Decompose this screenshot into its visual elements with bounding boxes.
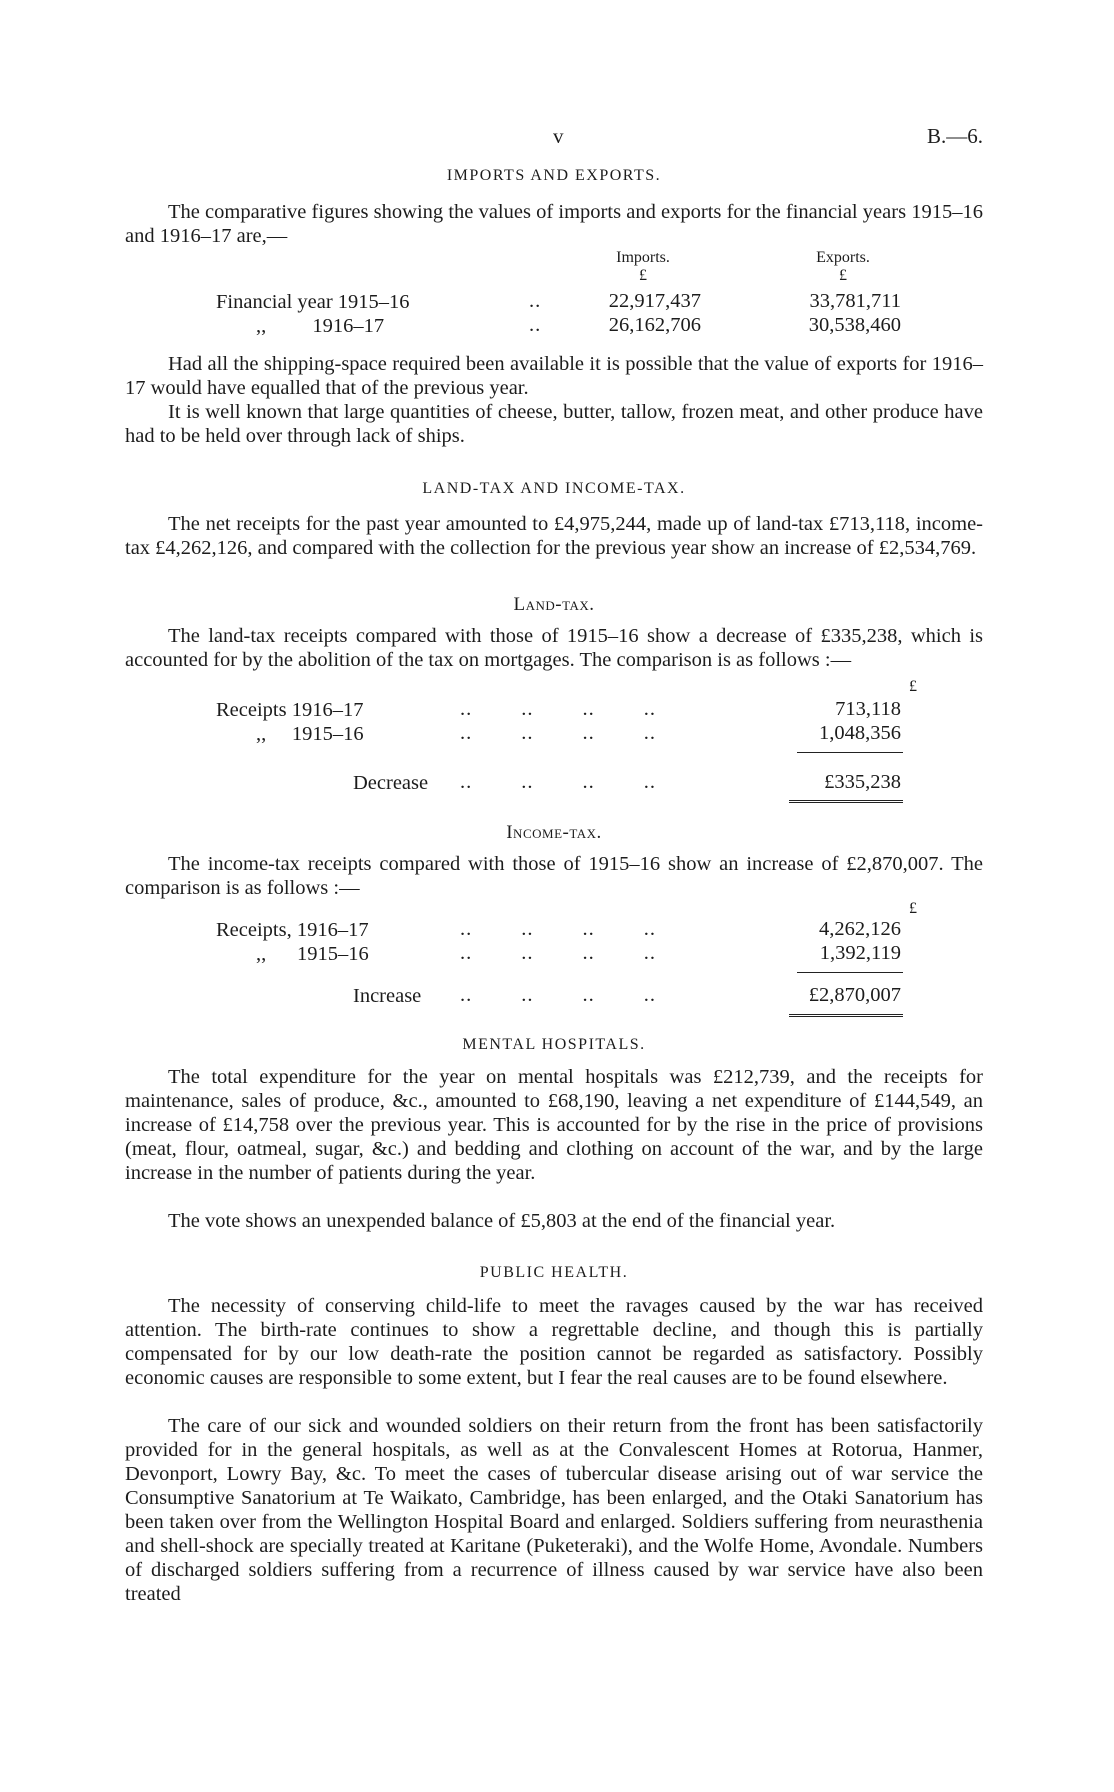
- soldiers-care-paragraph: The care of our sick and wounded soldiers on their return from the front has been satisfactorily provided for in the general hospitals, as well as at the Convalescent Homes at Rotorua, Hanmer, Devonport, Lowry Bay, &c. To meet the cases of tubercular disease arising out of war service the Consumptive Sanatorium at Te Waikato, Cambridge, has been enlarged, and the Otaki Sanatorium has been taken over from the Wellington Hospital Board and enlarged. Soldiers suffering from neurasthenia and shell-shock are specially treated at Karitane (Puketeraki), and the Wolfe Home, Avondale. Numbers of discharged soldiers suffering from a recurrence of illness caused by war service have also been treated: [125, 1415, 983, 1605]
- land-income-tax-heading: LAND-TAX AND INCOME-TAX.: [422, 480, 686, 497]
- land-income-tax-paragraph: The net receipts for the past year amounted to £4,975,244, made up of land-tax £713,118, income-tax £4,262,126, and compared with the collection for the previous year show an increase of £2,534,769.: [125, 513, 983, 559]
- exports-value: 33,781,711: [809, 290, 901, 312]
- mental-hospitals-heading: MENTAL HOSPITALS.: [462, 1036, 646, 1053]
- total-label: Decrease: [353, 772, 429, 794]
- total-double-rule: [789, 800, 903, 806]
- income-tax-pound-sign: £: [909, 900, 917, 917]
- leader-dots: .. .. .. ..: [460, 771, 656, 793]
- imports-exports-heading: IMPORTS AND EXPORTS.: [446, 167, 662, 184]
- amount-value: 4,262,126: [819, 918, 901, 940]
- leader-dots: .. .. .. ..: [460, 984, 656, 1006]
- amount-value: 1,048,356: [819, 722, 901, 744]
- exports-column-header: Exports.: [816, 249, 870, 266]
- child-life-paragraph: The necessity of conserving child-life to meet the ravages caused by the war has received attention. The birth-rate continues to show a regrettable decline, and though this is partially compensated for by our low death-rate the position cannot be regarded as satisfactory. Possibly economic causes are responsible to some extent, but I fear the real causes are to be found elsewhere.: [125, 1295, 983, 1389]
- shipping-paragraph: Had all the shipping-space required been available it is possible that the value of exports for 1916–17 would have equalled that of the previous year.: [125, 353, 983, 399]
- land-tax-paragraph: The land-tax receipts compared with those of 1915–16 show a decrease of £335,238, which is accounted for by the abolition of the tax on mortgages. The comparison is as follows :—: [125, 625, 983, 671]
- mental-hospitals-paragraph: The total expenditure for the year on mental hospitals was £212,739, and the receipts for maintenance, sales of produce, &c., amounted to £68,190, leaving a net expenditure of £144,549, an increase of £14,758 over the previous year. This is accounted for by the rise in the price of provisions (meat, flour, oatmeal, sugar, &c.) and bedding and clothing on account of the war, and by the large increase in the number of patients during the year.: [125, 1066, 983, 1184]
- land-tax-pound-sign: £: [909, 678, 917, 695]
- imports-value: 26,162,706: [608, 314, 701, 336]
- amount-value: 713,118: [835, 698, 901, 720]
- row-label: Receipts 1916–17: [216, 699, 364, 721]
- row-label: ,, 1915–16: [256, 943, 369, 965]
- leader-dots: ..: [529, 314, 542, 336]
- imports-column-header: Imports.: [616, 249, 670, 266]
- row-label: Financial year 1915–16: [216, 291, 410, 313]
- total-value: £2,870,007: [808, 984, 901, 1006]
- leader-dots: .. .. .. ..: [460, 698, 656, 720]
- leader-dots: ..: [529, 290, 542, 312]
- exports-pound-sign: £: [839, 267, 847, 284]
- total-label: Increase: [353, 985, 422, 1007]
- row-label: ,, 1915–16: [256, 723, 364, 745]
- leader-dots: .. .. .. ..: [460, 918, 656, 940]
- amount-value: 1,392,119: [819, 942, 901, 964]
- document-reference: B.—6.: [926, 124, 983, 148]
- imports-value: 22,917,437: [608, 290, 701, 312]
- produce-paragraph: It is well known that large quantities of cheese, butter, tallow, frozen meat, and other produce have had to be held over through lack of ships.: [125, 401, 983, 447]
- row-label: Receipts, 1916–17: [216, 919, 369, 941]
- unexpended-balance-paragraph: The vote shows an unexpended balance of £5,803 at the end of the financial year.: [168, 1210, 836, 1232]
- row-label: ,, 1916–17: [256, 315, 385, 337]
- subtotal-rule: [797, 972, 903, 973]
- land-tax-subheading: Land-tax.: [513, 594, 595, 615]
- exports-value: 30,538,460: [808, 314, 901, 336]
- imports-pound-sign: £: [639, 267, 647, 284]
- income-tax-paragraph: The income-tax receipts compared with those of 1915–16 show an increase of £2,870,007. The comparison is as follows :—: [125, 853, 983, 899]
- total-double-rule: [789, 1014, 903, 1020]
- page-number: v: [553, 124, 564, 148]
- imports-intro-paragraph: The comparative figures showing the values of imports and exports for the financial years 1915–16 and 1916–17 are,—: [125, 201, 983, 247]
- leader-dots: .. .. .. ..: [460, 942, 656, 964]
- total-value: £335,238: [824, 771, 901, 793]
- income-tax-subheading: Income-tax.: [506, 822, 602, 843]
- public-health-heading: PUBLIC HEALTH.: [479, 1264, 629, 1281]
- leader-dots: .. .. .. ..: [460, 722, 656, 744]
- subtotal-rule: [797, 752, 903, 753]
